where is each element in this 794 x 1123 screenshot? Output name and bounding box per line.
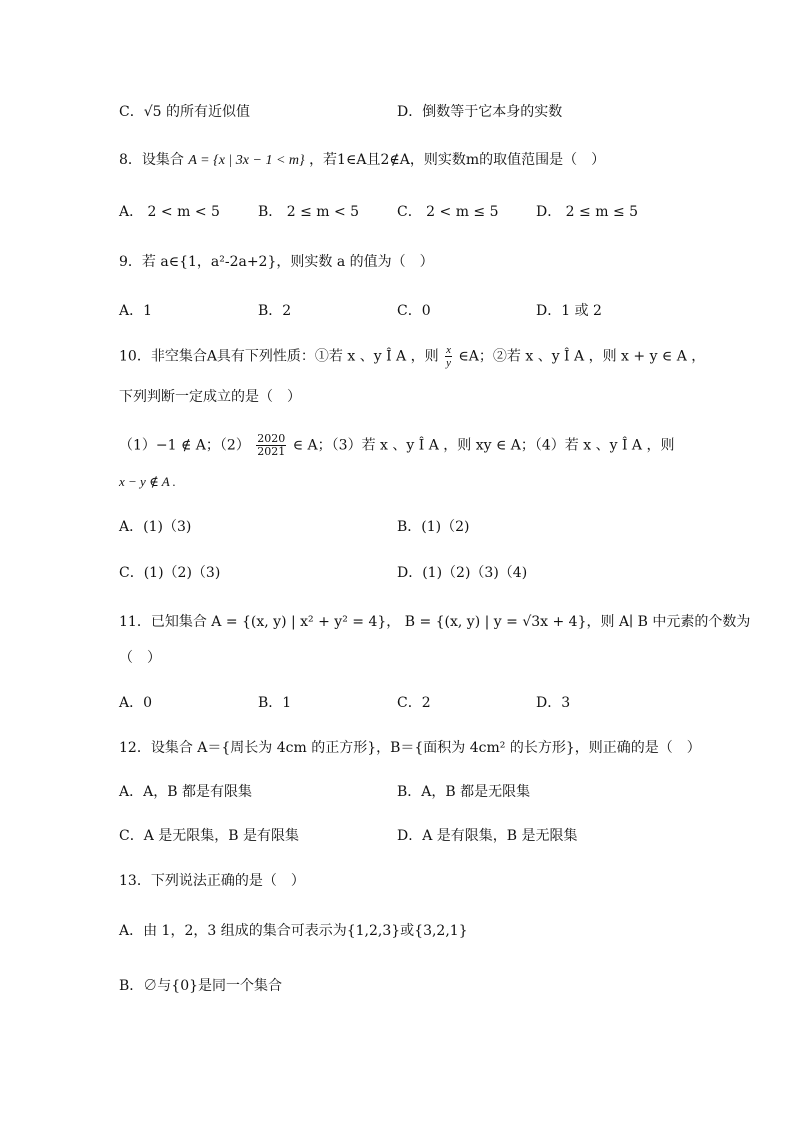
q10-option-a: A．(1)（3) (119, 519, 192, 535)
q11-option-c: C．2 (397, 695, 431, 711)
q8-option-b: B． 2 ≤ m < 5 (258, 204, 360, 220)
q9-option-d: D．1 或 2 (536, 303, 602, 319)
q8-suffix: ，若1∈A且2∉A，则实数m的取值范围是（ ） (309, 152, 606, 168)
q8-option-d: D． 2 ≤ m ≤ 5 (536, 204, 639, 220)
q10-line-1-start: 10．非空集合A具有下列性质：①若 x 、y Î A ，则 (119, 348, 439, 365)
q10-line-2: 下列判断一定成立的是（ ） (119, 389, 301, 405)
q10-line-3-end: ∈ A；（3）若 x 、y Î A ，则 xy ∈ A；（4）若 x 、y Î A ，则 (292, 437, 675, 454)
q10-option-c: C．(1)（2)（3) (119, 565, 221, 581)
q12-stem: 12．设集合 A＝{周长为 4cm 的正方形}，B＝{面积为 4cm² 的长方形}，则正确的是（ ） (119, 740, 701, 756)
q13-option-a: A．由 1，2，3 组成的集合可表示为{1,2,3}或{3,2,1} (119, 923, 468, 939)
q12-option-c: C．A 是无限集，B 是有限集 (119, 828, 300, 844)
q10-line-1 (119, 344, 705, 369)
q7-option-d: D．倒数等于它本身的实数 (397, 104, 563, 120)
q10-fraction2-denominator: 2021 (257, 445, 286, 458)
q13-stem: 13．下列说法正确的是（ ） (119, 873, 305, 889)
q11-line-2: （ ） (119, 650, 161, 666)
q11-option-b: B．1 (258, 695, 292, 711)
q10-fraction-x-over-y (445, 344, 452, 369)
q12-option-a: A．A，B 都是有限集 (119, 784, 252, 800)
q12-option-b: B．A，B 都是无限集 (397, 784, 531, 800)
q11-option-a: A．0 (119, 695, 153, 711)
q10-line-1-end: ∈A；②若 x 、y Î A ，则 x + y ∈ A ， (458, 348, 706, 365)
q10-fraction-denominator: y (446, 357, 451, 369)
q9-option-a: A．1 (119, 303, 153, 319)
q10-fraction2-numerator: 2020 (257, 432, 286, 445)
q10-option-d: D．(1)（2)（3)（4) (397, 565, 528, 581)
q10-fraction-2020-2021 (256, 433, 286, 458)
q10-line-3 (119, 433, 675, 458)
q8-option-c: C． 2 < m ≤ 5 (397, 204, 499, 220)
q9-stem: 9．若 a∈{1，a²-2a+2}，则实数 a 的值为（ ） (119, 254, 434, 270)
q10-line-4: x − y ∉ A . (119, 474, 176, 489)
q8-option-a: A． 2 < m < 5 (119, 204, 220, 220)
q8-prefix: 8．设集合 (119, 152, 184, 168)
q12-option-d: D．A 是有限集，B 是无限集 (397, 828, 578, 844)
q13-option-b: B．∅与{0}是同一个集合 (119, 978, 283, 994)
q7-option-c: C．√5 的所有近似值 (119, 104, 250, 120)
q9-option-c: C．0 (397, 303, 431, 319)
q10-fraction-numerator: x (446, 344, 451, 356)
q8-set-expression: A = {x | 3x − 1 < m} (188, 153, 305, 168)
q8-stem (119, 150, 605, 171)
q11-option-d: D．3 (536, 695, 571, 711)
q10-option-b: B．(1)（2) (397, 519, 470, 535)
q10-line-3-start: （1）−1 ∉ A；（2） (119, 437, 250, 454)
q9-option-b: B．2 (258, 303, 292, 319)
q11-line-1: 11．已知集合 A = {(x, y) | x² + y² = 4}， B = {(x, y) | y = √3x + 4}，则 A∣ B 中元素的个数为 (119, 614, 751, 630)
